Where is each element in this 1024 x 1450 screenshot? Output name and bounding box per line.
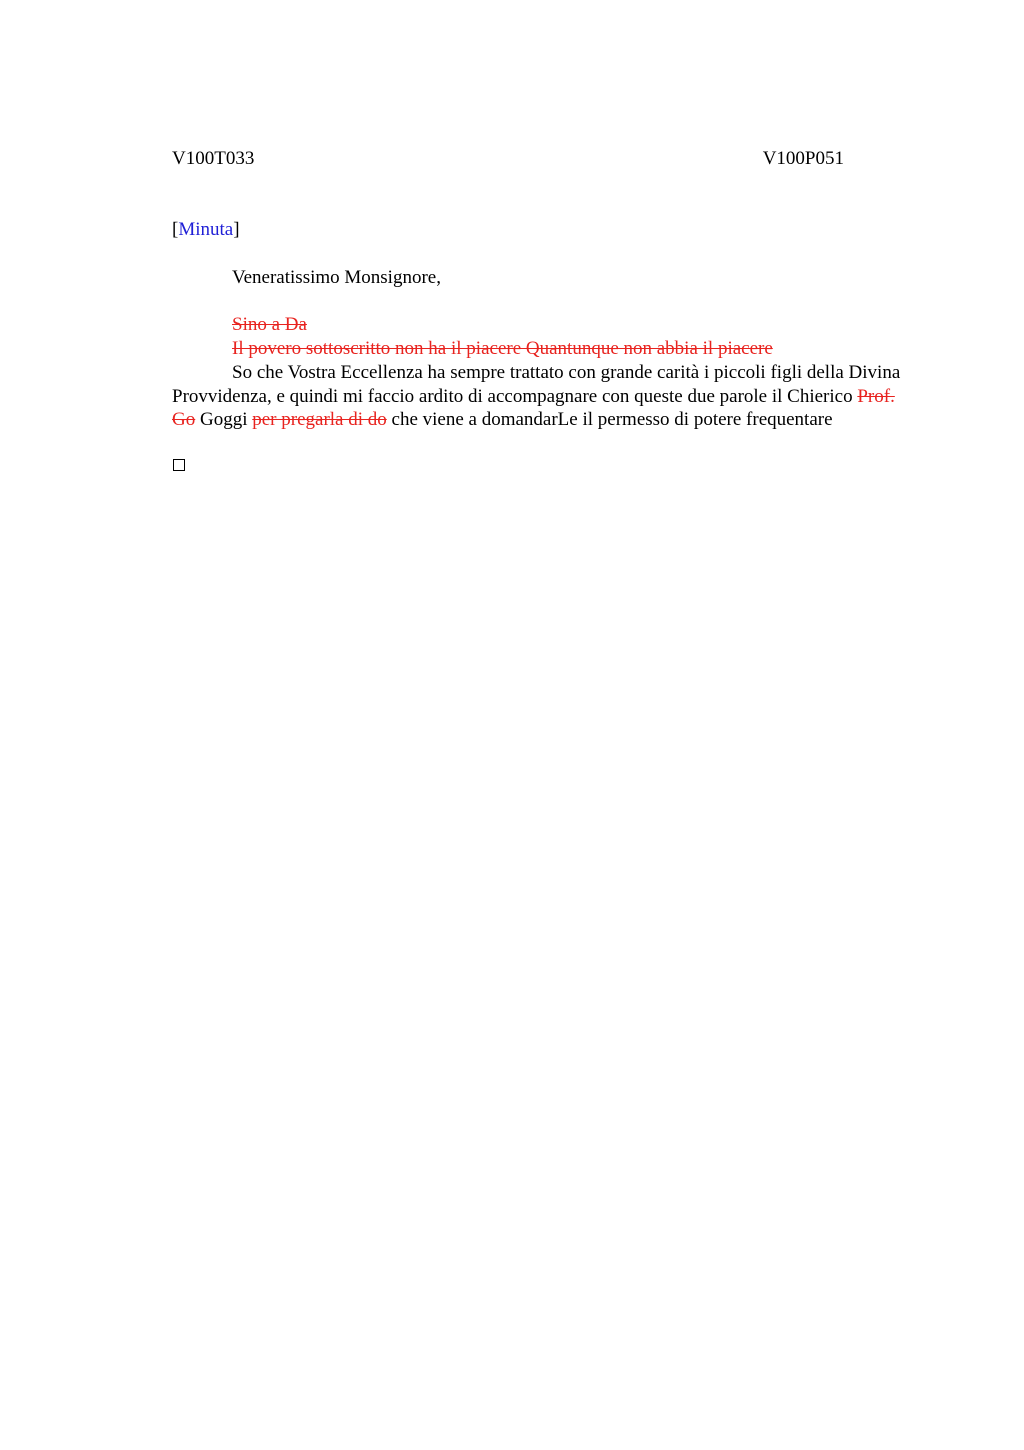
document-id-left: V100T033 bbox=[172, 148, 255, 169]
deleted-word-2: per pregarla di do bbox=[252, 409, 387, 431]
document-id-right: V100P051 bbox=[762, 148, 844, 169]
deleted-line-2: Il povero sottoscritto non ha il piacere Quantunque non abbia il piacere bbox=[232, 338, 773, 359]
salutation: Veneratissimo Monsignore, bbox=[232, 267, 441, 288]
paragraph-text-1: So che Vostra Eccellenza ha sempre trattato con grande carità i piccoli figli della Divina Provvidenza, e quindi mi faccio ardito di accompagnare con queste due parole il Chierico bbox=[172, 362, 901, 407]
paragraph-text-2: Goggi bbox=[195, 409, 253, 431]
document-header bbox=[172, 147, 844, 171]
note-close-bracket: ] bbox=[233, 219, 240, 240]
deleted-line-1: Sino a Da bbox=[232, 314, 307, 335]
end-of-text-box-icon bbox=[173, 459, 185, 471]
deleted-word-1: Prof. Go bbox=[172, 385, 895, 431]
paragraph-text-3: che viene a domandarLe il permesso di potere frequentare bbox=[386, 409, 833, 431]
letter-body-paragraph bbox=[172, 361, 917, 432]
editorial-note bbox=[172, 218, 240, 242]
note-open-bracket: [ bbox=[172, 219, 179, 240]
note-label: Minuta bbox=[178, 219, 234, 240]
